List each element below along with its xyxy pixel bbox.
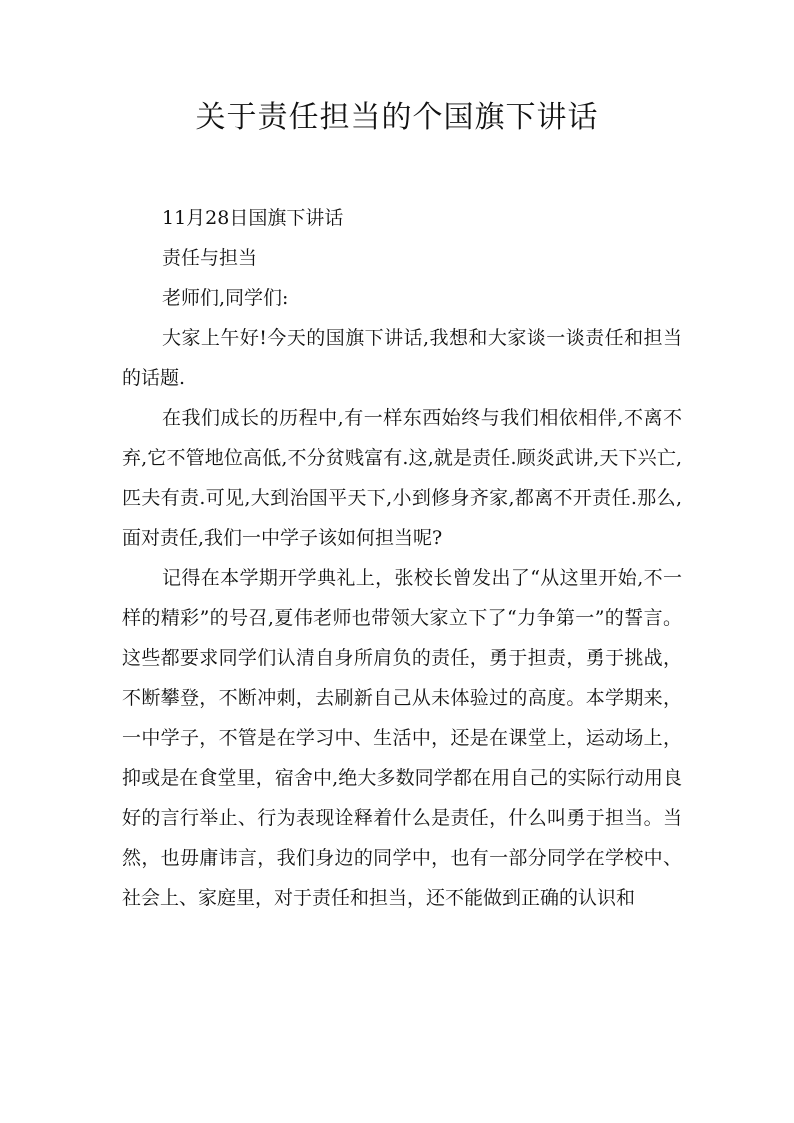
paragraph-subtitle: 责任与担当 <box>162 247 258 269</box>
document-title: 关于责任担当的个国旗下讲话 <box>195 100 599 135</box>
paragraph-salutation: 老师们,同学们: <box>162 287 289 309</box>
paragraph-responsibility: 在我们成长的历程中,有一样东西始终与我们相依相伴,不离不弃,它不管地位高低,不分贫贱富有.这,就是责任.顾炎武讲,天下兴亡,匹夫有责.可见,大到治国平天下,小到修身齐家,都离不开责任.那么,面对责任,我们一中学子该如何担当呢? <box>122 407 682 549</box>
paragraph-greeting: 大家上午好!今天的国旗下讲话,我想和大家谈一谈责任和担当的话题. <box>122 327 682 389</box>
document-body <box>122 198 682 918</box>
paragraph-date: 11月28日国旗下讲话 <box>162 207 344 229</box>
paragraph-school-events: 记得在本学期开学典礼上，张校长曾发出了“从这里开始,不一样的精彩”的号召,夏伟老师也带领大家立下了“力争第一”的誓言。这些都要求同学们认清自身所肩负的责任，勇于担责，勇于挑战，不断攀登，不断冲刺，去刷新自己从未体验过的高度。本学期来，一中学子，不管是在学习中、生活中，还是在课堂上，运动场上，抑或是在食堂里，宿舍中,绝大多数同学都在用自己的实际行动用良好的言行举止、行为表现诠释着什么是责任，什么叫勇于担当。当然，也毋庸讳言，我们身边的同学中，也有一部分同学在学校中、社会上、家庭里，对于责任和担当，还不能做到正确的认识和 <box>122 567 682 909</box>
